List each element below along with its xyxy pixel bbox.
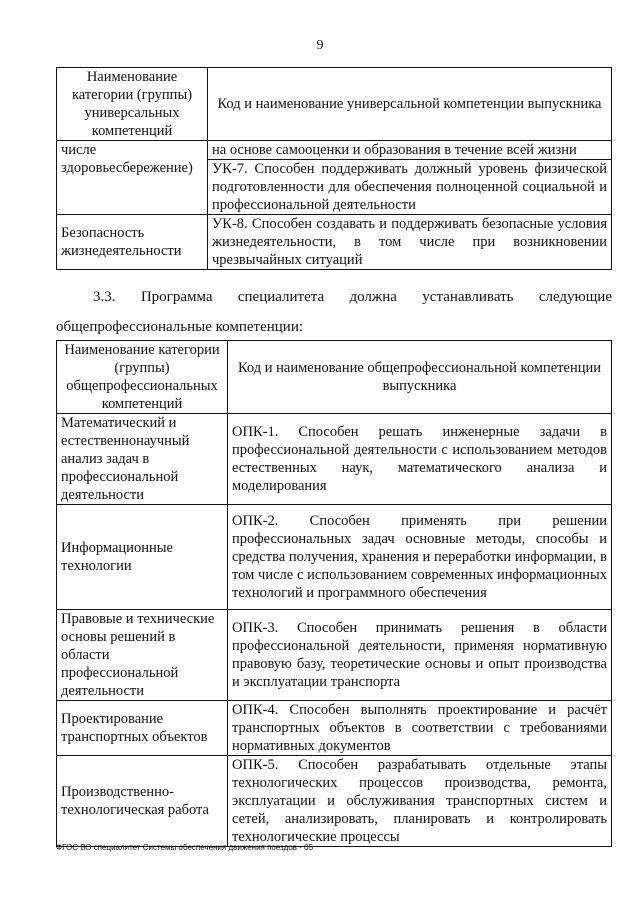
table-row — [57, 756, 612, 847]
table-row — [57, 141, 612, 160]
header-category: Наименование категории (группы) общепрофессиональных компетенций — [57, 341, 228, 414]
header-code: Код и наименование общепрофессиональной компетенции выпускника — [228, 341, 612, 414]
table-row — [57, 610, 612, 701]
table-header-row — [57, 68, 612, 141]
row-text: ОПК-3. Способен принимать решения в области профессиональной деятельности, применяя нормативную правовую базу, теоретические основы и опыт производства и эксплуатации транспорта — [228, 610, 612, 701]
row-category: Проектирование транспортных объектов — [57, 701, 228, 756]
row-text: ОПК-4. Способен выполнять проектирование и расчёт транспортных объектов в соответствии с требованиями нормативных документов — [228, 701, 612, 756]
universal-competencies-table — [56, 67, 612, 270]
general-professional-competencies-table — [56, 340, 612, 847]
row-text: ОПК-2. Способен применять при решении профессиональных задач основные методы, способы и средства получения, хранения и переработки информации, в том числе с использованием современных информационных технологий и программного обеспечения — [228, 505, 612, 610]
header-category: Наименование категории (группы) универсальных компетенций — [57, 68, 208, 141]
row-category: Информационные технологии — [57, 505, 228, 610]
header-code: Код и наименование универсальной компетенции выпускника — [208, 68, 612, 141]
row-text: ОПК-1. Способен решать инженерные задачи в профессиональной деятельности с использованием методов естественных наук, математического анализа и моделирования — [228, 414, 612, 505]
footer-text: ФГОС ВО специалитет Системы обеспечения движения поездов - 05 — [56, 843, 314, 852]
row-text: УК-8. Способен создавать и поддерживать безопасные условия жизнедеятельности, в том числе при возникновении чрезвычайных ситуаций — [208, 215, 612, 270]
row-category: Производственно-технологическая работа — [57, 756, 228, 847]
table-row — [57, 414, 612, 505]
table-row — [57, 215, 612, 270]
section-paragraph-continuation: общепрофессиональные компетенции: — [56, 319, 304, 335]
row-text: УК-7. Способен поддерживать должный уровень физической подготовленности для обеспечения полноценной социальной и профессиональной деятельности — [208, 160, 612, 215]
row-text: на основе самооценки и образования в течение всей жизни — [208, 141, 612, 160]
row-category: числе здоровьесбережение) — [57, 141, 208, 215]
row-category: Правовые и технические основы решений в области профессиональной деятельности — [57, 610, 228, 701]
section-paragraph: 3.3. Программа специалитета должна устанавливать следующие — [93, 289, 612, 305]
table-row — [57, 701, 612, 756]
page-number: 9 — [316, 38, 324, 53]
table-row — [57, 505, 612, 610]
row-category: Безопасность жизнедеятельности — [57, 215, 208, 270]
row-category: Математический и естественнонаучный анализ задач в профессиональной деятельности — [57, 414, 228, 505]
row-text: ОПК-5. Способен разрабатывать отдельные этапы технологических процессов производства, ремонта, эксплуатации и обслуживания транспортных систем и сетей, анализировать, планировать и контролировать технологические процессы — [228, 756, 612, 847]
table-header-row — [57, 341, 612, 414]
